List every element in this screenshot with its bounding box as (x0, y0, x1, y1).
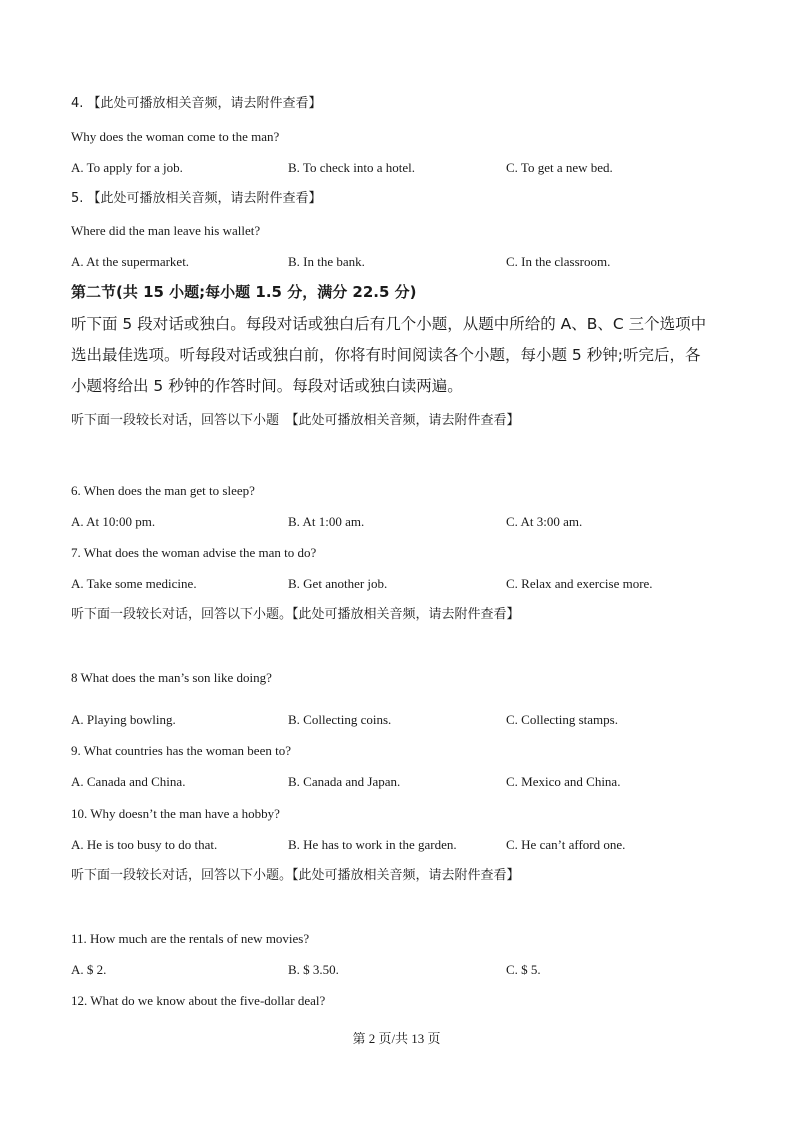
question-9-option-a: A. Canada and China. (71, 774, 186, 789)
question-4-option-a: A. To apply for a job. (71, 160, 183, 175)
question-9-text: 9. What countries has the woman been to? (71, 743, 291, 758)
question-12-text: 12. What do we know about the five-dollar deal? (71, 993, 326, 1008)
question-7-option-a: A. Take some medicine. (71, 576, 197, 591)
question-7-option-b: B. Get another job. (288, 576, 388, 591)
section-2-title: 第二节(共 15 小题;每小题 1.5 分，满分 22.5 分) (71, 283, 417, 301)
question-4-option-c: C. To get a new bed. (506, 160, 613, 175)
question-8-text: 8 What does the man’s son like doing? (71, 670, 272, 685)
question-10-option-a: A. He is too busy to do that. (71, 837, 218, 852)
question-4-audio-note: 4. 【此处可播放相关音频，请去附件查看】 (71, 96, 322, 111)
question-9-option-c: C. Mexico and China. (506, 774, 621, 789)
question-5-option-b: B. In the bank. (288, 254, 365, 269)
question-6-option-b: B. At 1:00 am. (288, 514, 365, 529)
question-10-option-c: C. He can’t afford one. (506, 837, 626, 852)
question-7-text: 7. What does the woman advise the man to do? (71, 545, 317, 560)
question-5-option-c: C. In the classroom. (506, 254, 611, 269)
question-9-option-b: B. Canada and Japan. (288, 774, 401, 789)
page-number-footer: 第 2 页/共 13 页 (352, 1031, 441, 1046)
question-5-audio-note: 5. 【此处可播放相关音频，请去附件查看】 (71, 191, 322, 206)
question-8-option-a: A. Playing bowling. (71, 712, 176, 727)
question-7-option-c: C. Relax and exercise more. (506, 576, 653, 591)
question-10-text: 10. Why doesn’t the man have a hobby? (71, 806, 280, 821)
question-11-option-a: A. $ 2. (71, 962, 107, 977)
question-10-option-b: B. He has to work in the garden. (288, 837, 457, 852)
question-6-option-c: C. At 3:00 am. (506, 514, 583, 529)
question-11-text: 11. How much are the rentals of new movies? (71, 931, 310, 946)
question-6-text: 6. When does the man get to sleep? (71, 483, 255, 498)
question-6-option-a: A. At 10:00 pm. (71, 514, 156, 529)
dialog-1-intro: 听下面一段较长对话，回答以下小题 【此处可播放相关音频，请去附件查看】 (71, 413, 520, 428)
question-4-text: Why does the woman come to the man? (71, 129, 280, 144)
question-11-option-b: B. $ 3.50. (288, 962, 339, 977)
question-5-option-a: A. At the supermarket. (71, 254, 190, 269)
dialog-2-intro: 听下面一段较长对话，回答以下小题。【此处可播放相关音频，请去附件查看】 (71, 607, 520, 622)
section-2-instructions-line-2: 选出最佳选项。听每段对话或独白前，你将有时间阅读各个小题，每小题 5 秒钟;听完后，各 (71, 346, 701, 364)
question-5-text: Where did the man leave his wallet? (71, 223, 261, 238)
question-8-option-c: C. Collecting stamps. (506, 712, 618, 727)
question-8-option-b: B. Collecting coins. (288, 712, 392, 727)
section-2-instructions-line-3: 小题将给出 5 秒钟的作答时间。每段对话或独白读两遍。 (71, 377, 463, 395)
section-2-instructions-line-1: 听下面 5 段对话或独白。每段对话或独白后有几个小题，从题中所给的 A、B、C 三个选项中 (71, 315, 707, 333)
dialog-3-intro: 听下面一段较长对话，回答以下小题。【此处可播放相关音频，请去附件查看】 (71, 868, 520, 883)
question-11-option-c: C. $ 5. (506, 962, 541, 977)
question-4-option-b: B. To check into a hotel. (288, 160, 416, 175)
